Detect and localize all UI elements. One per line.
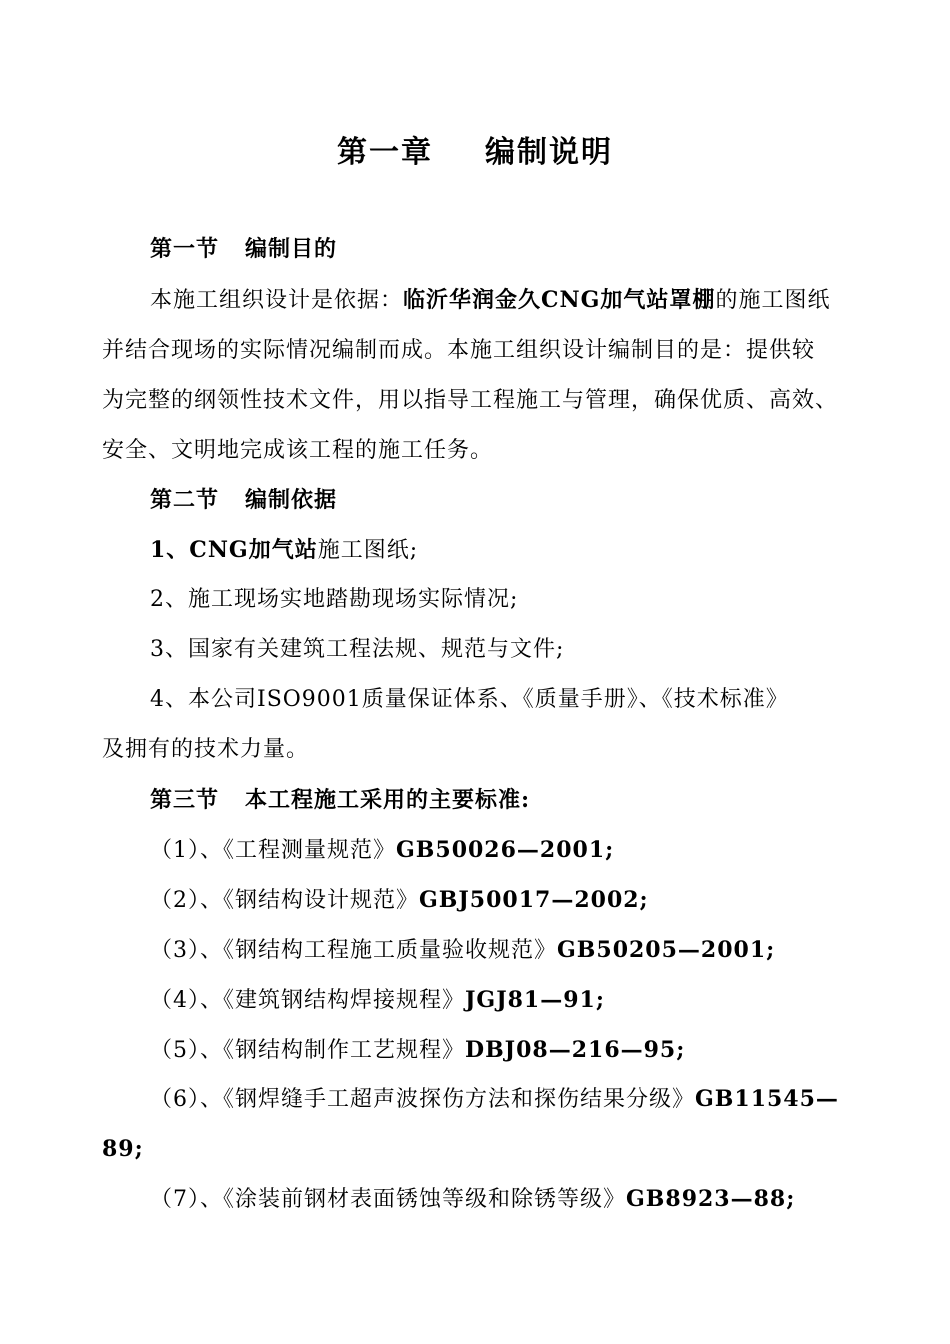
basis-item-3: 3、国家有关建筑工程法规、规范与文件;	[150, 637, 565, 662]
standard-item-5	[150, 1035, 685, 1066]
paragraph-tail: 的施工图纸	[715, 288, 831, 313]
section-3-title: 本工程施工采用的主要标准:	[245, 787, 531, 813]
standard-code: GB50026—2001;	[396, 837, 615, 863]
section-1-title: 编制目的	[245, 236, 338, 262]
section-1-paragraph-line-2: 并结合现场的实际情况编制而成。本施工组织设计编制目的是：提供较	[102, 338, 816, 363]
standard-name: （6）、《钢焊缝手工超声波探伤方法和探伤结果分级》	[150, 1087, 695, 1112]
section-1-number: 第一节	[150, 236, 220, 262]
standard-name: （4）、《建筑钢结构焊接规程》	[150, 988, 465, 1013]
basis-item-1	[150, 535, 418, 566]
standard-item-2	[150, 885, 649, 916]
standard-name: （5）、《钢结构制作工艺规程》	[150, 1038, 465, 1063]
section-1-paragraph-line-1	[150, 285, 830, 316]
standard-code: GB50205—2001;	[557, 937, 776, 963]
basis-item-4-line-1: 4、本公司ISO9001质量保证体系、《质量手册》、《技术标准》	[150, 687, 789, 712]
standard-code: GBJ50017—2002;	[419, 887, 649, 913]
chapter-number: 第一章	[337, 135, 433, 170]
standard-item-6	[150, 1084, 839, 1115]
section-1-paragraph-line-4: 安全、文明地完成该工程的施工任务。	[102, 438, 494, 463]
standard-item-4	[150, 985, 605, 1016]
project-name: 临沂华润金久CNG加气站罩棚	[403, 287, 716, 313]
basis-item-1-rest: 施工图纸;	[317, 538, 419, 563]
section-1-heading	[150, 234, 337, 264]
section-3-number: 第三节	[150, 787, 220, 813]
standard-item-1	[150, 835, 614, 866]
section-2-number: 第二节	[150, 487, 220, 513]
standard-name: （7）、《涂装前钢材表面锈蚀等级和除锈等级》	[150, 1187, 626, 1212]
basis-item-4-line-2: 及拥有的技术力量。	[102, 737, 310, 762]
standard-code: GB11545—	[695, 1086, 839, 1112]
standard-name: （3）、《钢结构工程施工质量验收规范》	[150, 938, 557, 963]
paragraph-lead: 本施工组织设计是依据：	[150, 288, 404, 313]
section-2-title: 编制依据	[245, 487, 338, 513]
section-2-heading	[150, 485, 337, 515]
chapter-heading: 编制说明	[485, 135, 613, 170]
section-3-heading	[150, 785, 530, 815]
basis-item-1-bold: 1、CNG加气站	[150, 537, 318, 563]
standard-name: （2）、《钢结构设计规范》	[150, 888, 419, 913]
basis-item-2: 2、施工现场实地踏勘现场实际情况;	[150, 587, 519, 612]
standard-code: GB8923—88;	[626, 1186, 796, 1212]
standard-item-7	[150, 1184, 795, 1215]
standard-code: DBJ08—216—95;	[465, 1037, 686, 1063]
standard-item-6-continuation: 89;	[102, 1136, 144, 1162]
section-1-paragraph-line-3: 为完整的纲领性技术文件，用以指导工程施工与管理，确保优质、高效、	[102, 388, 839, 413]
standard-code: JGJ81—91;	[465, 987, 605, 1013]
chapter-title	[0, 134, 950, 172]
standard-name: （1）、《工程测量规范》	[150, 838, 396, 863]
standard-item-3	[150, 935, 775, 966]
